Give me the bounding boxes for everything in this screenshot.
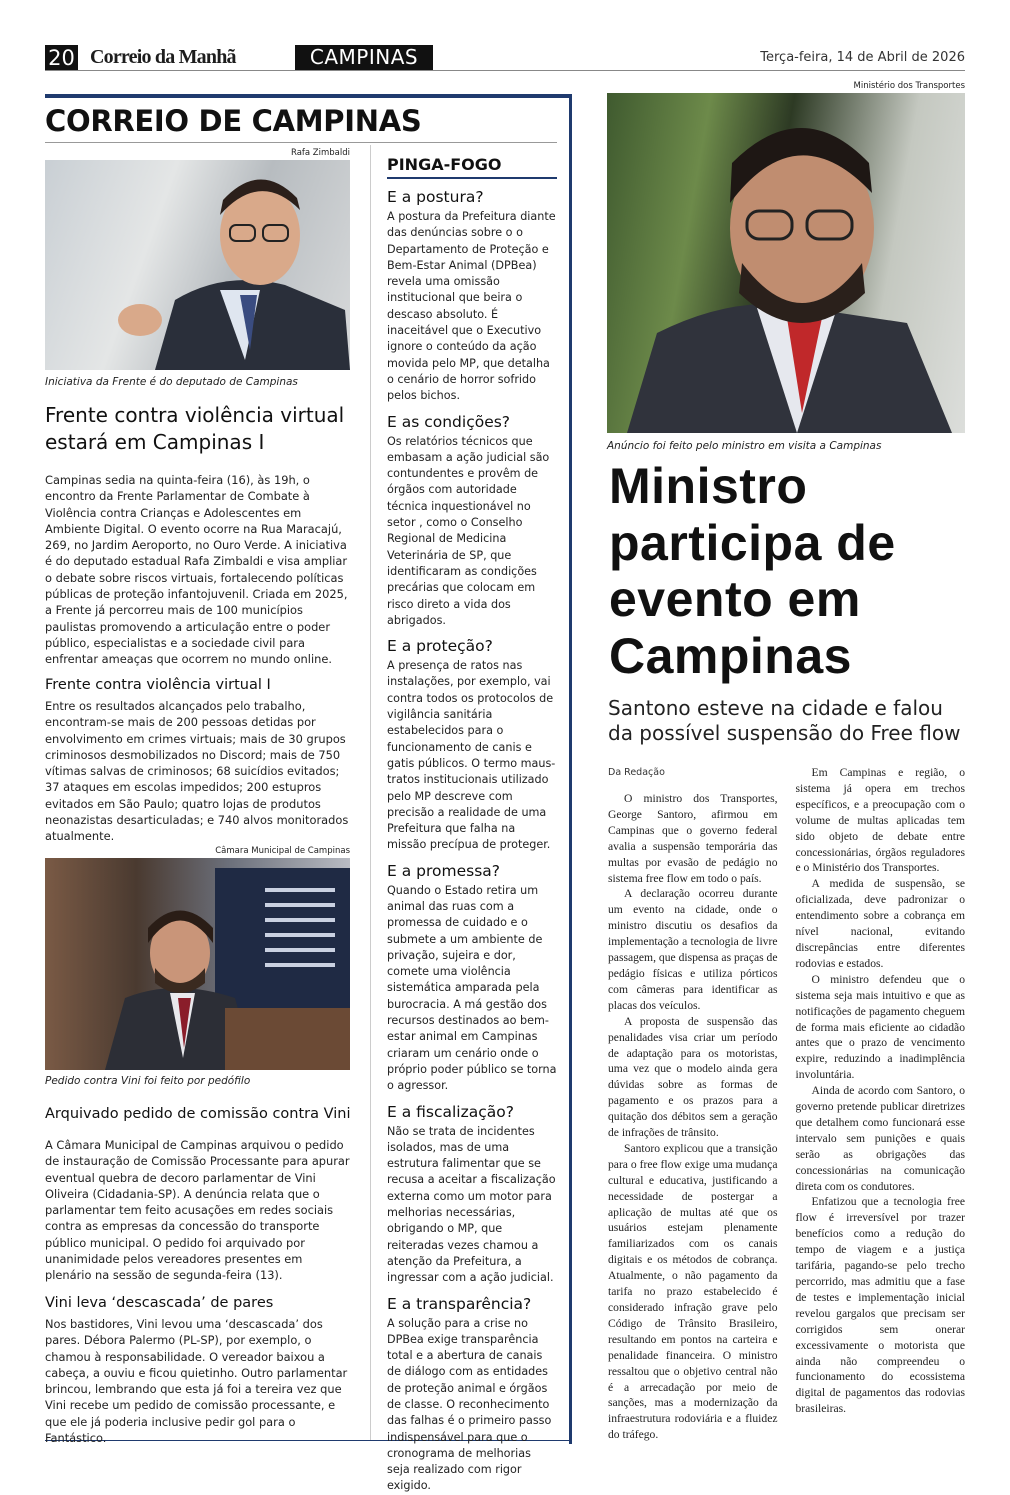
article-paragraph: Ainda de acordo com Santoro, o governo pretende publicar diretrizes que detalhem como funcionará esse intervalo sem punições e quais serão as obrigações das concessionárias na comunicação direta com os condutores. <box>795 1084 965 1193</box>
pinga-fogo-question: E a transparência? <box>387 1294 532 1313</box>
header-rule <box>45 70 965 71</box>
photo-caption: Pedido contra Vini foi feito por pedófilo <box>45 1075 251 1087</box>
photo-credit: Câmara Municipal de Campinas <box>215 846 350 856</box>
main-headline: Ministro participa de evento em Campinas <box>609 458 896 684</box>
photo-minister <box>607 93 965 433</box>
article-paragraph: A medida de suspensão, se oficializada, deve padronizar o entendimento sobre a cobrança em nível nacional, evitando discrepâncias entre diferentes rodovias e estados. <box>795 877 965 970</box>
pinga-fogo-question: E a fiscalização? <box>387 1102 514 1121</box>
pinga-fogo-answer: A presença de ratos nas instalações, por exemplo, vai contra todos os protocolos de vigilância sanitária estabelecidos para o funcionamento de canis e gatis públicos. O termo maus-tratos institucionais utilizado pelo MP descreve com precisão a realidade de uma Prefeitura que falha na missão precípua de proteger. <box>387 659 556 852</box>
photo-caption: Anúncio foi feito pelo ministro em visita a Campinas <box>607 440 882 452</box>
story-subhead: Frente contra violência virtual I <box>45 677 271 693</box>
story-body: Campinas sedia na quinta-feira (16), às 19h, o encontro da Frente Parlamentar de Combate à Violência contra Crianças e Adolescentes em Ambiente Digital. O evento ocorre na Rua Maracajú, 269, no Jardim Aeroporto, no Ouro Verde. A iniciativa é do deputado estadual Rafa Zimbaldi e visa ampliar o debate sobre riscos virtuais, fortalecendo políticas públicas de proteção infantojuvenil. Criada em 2025, a Frente já percorreu mais de 100 municípios paulistas promovendo a articulação entre o poder público, especialistas e a sociedade civil para enfrentar ameaças que ocorrem no mundo online. <box>45 473 348 667</box>
article-paragraph: Em Campinas e região, o sistema já opera em trechos específicos, e a preocupação com o volume de multas aplicadas tem sido objeto de debate entre concessionárias, órgãos reguladores e o Ministério dos Transportes. <box>795 766 965 875</box>
councilman-photo-illustration <box>45 858 350 1070</box>
deputy-photo-illustration <box>45 160 350 370</box>
issue-date: Terça-feira, 14 de Abril de 2026 <box>760 50 965 65</box>
pinga-fogo-question: E a postura? <box>387 188 484 206</box>
story-body: Entre os resultados alcançados pelo trabalho, encontram-se mais de 200 pessoas detidas por envolvimento em crimes virtuais; mais de 30 grupos criminosos desmobilizados no Discord; mais de 750 vítimas salvas de criminosos; 68 suicídios evitados; 37 ataques em escolas impedidos; 200 estupros evitados em São Paulo; quatro lojas de produtos neonazistas desarticuladas; e 740 alvos monitorados atualmente. <box>45 699 349 844</box>
photo-credit: Ministério dos Transportes <box>853 81 965 91</box>
newspaper-logo: Correio da Manhã <box>90 46 236 68</box>
article-paragraph: O ministro dos Transportes, George Santoro, afirmou em Campinas que o governo federal avalia a suspensão temporária das multas por evasão de pedágio no sistema free flow em todo o país. <box>608 792 778 885</box>
photo-councilman <box>45 858 350 1070</box>
pinga-fogo-title: PINGA-FOGO <box>387 155 557 179</box>
frame-top-rule <box>45 94 572 98</box>
story-subhead: Vini leva ‘descascada’ de pares <box>45 1295 274 1311</box>
article-paragraph: O ministro defendeu que o sistema seja mais intuitivo e que as notificações de pagamento cheguem de forma mais eficiente ao cidadão antes que o prazo de vencimento expire, reduzindo a inadimplência involuntária. <box>795 972 965 1082</box>
article-paragraph: A declaração ocorreu durante um evento na cidade, onde o ministro discutiu os desafios da implementação a tecnologia de livre passagem, que dispensa as praças de pedágio físicas e utiliza pórticos com câmeras para identificar as placas dos veículos. <box>608 887 778 1012</box>
pinga-fogo-answer: Não se trata de incidentes isolados, mas de uma estrutura falimentar que se recusa a aceitar a fiscalização externa como um motor para melhorias necessárias, obrigando o MP, que reiteradas vezes chamou a atenção da Prefeitura, a ingressar com a ação judicial. <box>387 1124 556 1285</box>
story-headline: Arquivado pedido de comissão contra Vini <box>45 1106 351 1122</box>
pinga-fogo-answer: Os relatórios técnicos que embasam a ação judicial são contundentes e provêm de órgãos com autoridade técnica inquestionável no setor , como o Conselho Regional de Medicina Veterinária de SP, que identificaram as condições precárias que colocam em risco direto a vida dos abrigados. <box>387 434 550 627</box>
story-headline: Frente contra violência virtual estará em Campinas I <box>45 403 345 454</box>
story-body: Nos bastidores, Vini levou uma ‘descascada’ dos pares. Débora Palermo (PL-SP), por exemplo, o chamou à responsabilidade. O vereador baixou a cabeça, a ouviu e ficou quietinho. Outro parlamentar brincou, lembrando que esta já foi a tereira vez que Vini recebe um pedido de comissão processante, e que ele já poderia inclusive pedir gol para o Fantástico. <box>45 1317 348 1446</box>
article-paragraph: Santoro explicou que a transição para o free flow exige uma mudança cultural e educativa, justificando a necessidade de postergar a aplicação de multas até que os usuários estejam plenamente familiarizados com os canais digitais e os métodos de cobrança. Atualmente, o não pagamento da tarifa no prazo estabelecido é considerado infração grave pelo Código de Trânsito Brasileiro, resultando em pontos na carteira e penalidade financeira. O ministro ressaltou que o objetivo central não é a arrecadação por meio de sanções, mas a modernização da infraestrutura rodoviária e a fluidez do tráfego. <box>608 1141 778 1442</box>
story-body: A Câmara Municipal de Campinas arquivou o pedido de instauração de Comissão Processante para apurar eventual quebra de decoro parlamentar de Vini Oliveira (Cidadania-SP). A denúncia relata que o parlamentar tem feito acusações em redes sociais contra as empresas da concessão do transporte público municipal. O pedido foi arquivado por unanimidade pelos vereadores presentes em plenário na sessão de segunda-feira (13). <box>45 1138 350 1283</box>
column-title-rule <box>45 142 557 143</box>
pinga-fogo-list <box>387 180 557 1495</box>
page-number: 20 <box>45 45 78 71</box>
byline: Da Redação <box>608 767 665 778</box>
frame-right-rule <box>569 94 572 1444</box>
article-paragraph: Enfatizou que a tecnologia free flow é irreversível por trazer benefícios como a redução do tempo de viagem e a justiça tarifária, pagando-se pelo trecho percorrido, mas admitiu que a fase de testes e implementação inicial revelou gargalos que precisam ser corrigidos sem onerar excessivamente o motorista que ainda não compreendeu o funcionamento do ecossistema digital de pagamentos das rodovias brasileiras. <box>795 1195 965 1416</box>
column-title: CORREIO DE CAMPINAS <box>45 104 422 138</box>
pinga-fogo-question: E a proteção? <box>387 637 493 656</box>
pinga-fogo-question: E as condições? <box>387 412 511 431</box>
section-label: CAMPINAS <box>295 45 433 70</box>
article-paragraph: A proposta de suspensão das penalidades visa criar um período de adaptação para os motoristas, uma vez que o modelo ainda gera dúvidas sobre as formas de pagamento e os prazos para a quitação dos débitos sem a geração de infrações de trânsito. <box>608 1014 778 1140</box>
pinga-fogo-answer: A postura da Prefeitura diante das denúncias sobre o o Departamento de Proteção e Bem-Estar Animal (DPBea) revela uma omissão institucional que beira o descaso absoluto. É inaceitável que o Executivo ignore o conteúdo da ação movida pelo MP, que detalha o cenário de horror sofrido pelos bichos. <box>387 210 556 403</box>
main-subtitle: Santono esteve na cidade e falou da possível suspensão do Free flow <box>608 696 961 745</box>
pinga-fogo-answer: Quando o Estado retira um animal das ruas com a promessa de cuidado e o submete a um ambiente de privação, sujeira e dor, comete uma violência sistemática amparada pela burocracia. A má gestão dos recursos destinados ao bem-estar animal em Campinas criaram um cenário onde o próprio poder público se torna o agressor. <box>387 883 557 1093</box>
minister-photo-illustration <box>607 93 965 433</box>
pinga-fogo-question: E a promessa? <box>387 861 501 880</box>
photo-caption: Iniciativa da Frente é do deputado de Campinas <box>45 376 298 388</box>
column-divider <box>370 145 371 1440</box>
pinga-fogo-answer: A solução para a crise no DPBea exige transparência total e a abertura de canais de diálogo com as entidades de proteção animal e órgãos de classe. O reconhecimento das falhas é o primeiro passo indispensável para que o cronograma de melhorias seja realizado com rigor exigido. <box>387 1316 552 1493</box>
photo-credit: Rafa Zimbaldi <box>290 148 350 158</box>
article-body <box>608 765 965 1443</box>
photo-deputy <box>45 160 350 370</box>
